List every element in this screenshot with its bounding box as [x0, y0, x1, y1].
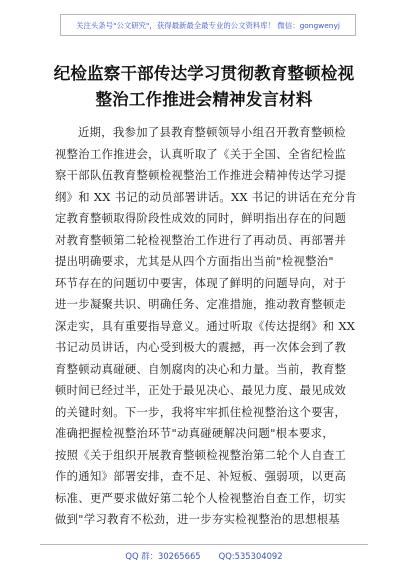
body-line: 书记动员讲话，内心受到极大的震撼，再一次体会到了教 [55, 341, 347, 354]
footer-qq-group: QQ 群：30265665 [125, 551, 201, 561]
body-line: 视整治工作推进会，认真听取了《关于全国、全省纪检监 [55, 147, 347, 161]
body-line: 察干部队伍教育整顿检视整治工作推进会精神传达学习提 [55, 169, 347, 182]
body-line: 做到"学习教育不松劲，进一步夯实检视整治的思想根基 [55, 513, 341, 526]
footer-bar [40, 544, 368, 567]
body-line: 顿时间已经过半，正处于最见决心、最见力度、最见成效 [55, 384, 347, 397]
body-line: 育整顿动真碰硬、自刎腐肉的决心和力量。当前，教育整 [55, 362, 347, 376]
header-banner-text: 关注头条号"公文研究"，获得最新最全最专业的公文资料库！ 微信：gongwenyj [76, 20, 340, 30]
body-line: 提出明确要求，尤其是从四个方面指出当前"检视整治" [55, 255, 334, 268]
body-line: 的关键时刻。下一步，我将牢牢抓住检视整治这个要害， [55, 405, 347, 419]
body-line: 环节存在的问题切中要害，体现了鲜明的问题导向，对于 [55, 276, 347, 290]
body-line: 按照《关于组织开展教育整顿检视整治第二轮个人自查工 [55, 448, 347, 462]
body-line: 近期，我参加了县教育整顿领导小组召开教育整顿检 [78, 126, 346, 139]
body-line: 纲》和 XX 书记的动员部署讲话。XX 书记的讲话在充分肯 [55, 190, 357, 204]
body-line: 对教育整顿第二轮检视整治工作进行了再动员、再部署并 [55, 233, 347, 247]
header-banner [60, 14, 356, 36]
footer-qq: QQ:535304092 [218, 551, 283, 561]
title-line-1: 纪检监察干部传达学习贯彻教育整顿检视 [53, 64, 355, 83]
document-title [40, 61, 368, 113]
body-line: 准确把握检视整治环节"动真碰硬解决问题"根本要求， [55, 427, 334, 440]
body-line: 标准、更严要求做好第二轮个人检视整治自查工作，切实 [55, 491, 347, 505]
body-line: 进一步凝聚共识、明确任务、定准措施，推动教育整顿走 [55, 298, 347, 311]
body-line: 定教育整顿取得阶段性成效的同时，鲜明指出存在的问题 [55, 212, 347, 225]
body-line: 作的通知》部署安排，查不足、补短板、强弱项，以更高 [55, 470, 347, 483]
body-line: 深走实，具有重要指导意义。通过听取《传达提纲》和 XX [55, 319, 356, 333]
document-body [55, 122, 361, 531]
title-line-2: 整治工作推进会精神发言材料 [95, 90, 313, 109]
